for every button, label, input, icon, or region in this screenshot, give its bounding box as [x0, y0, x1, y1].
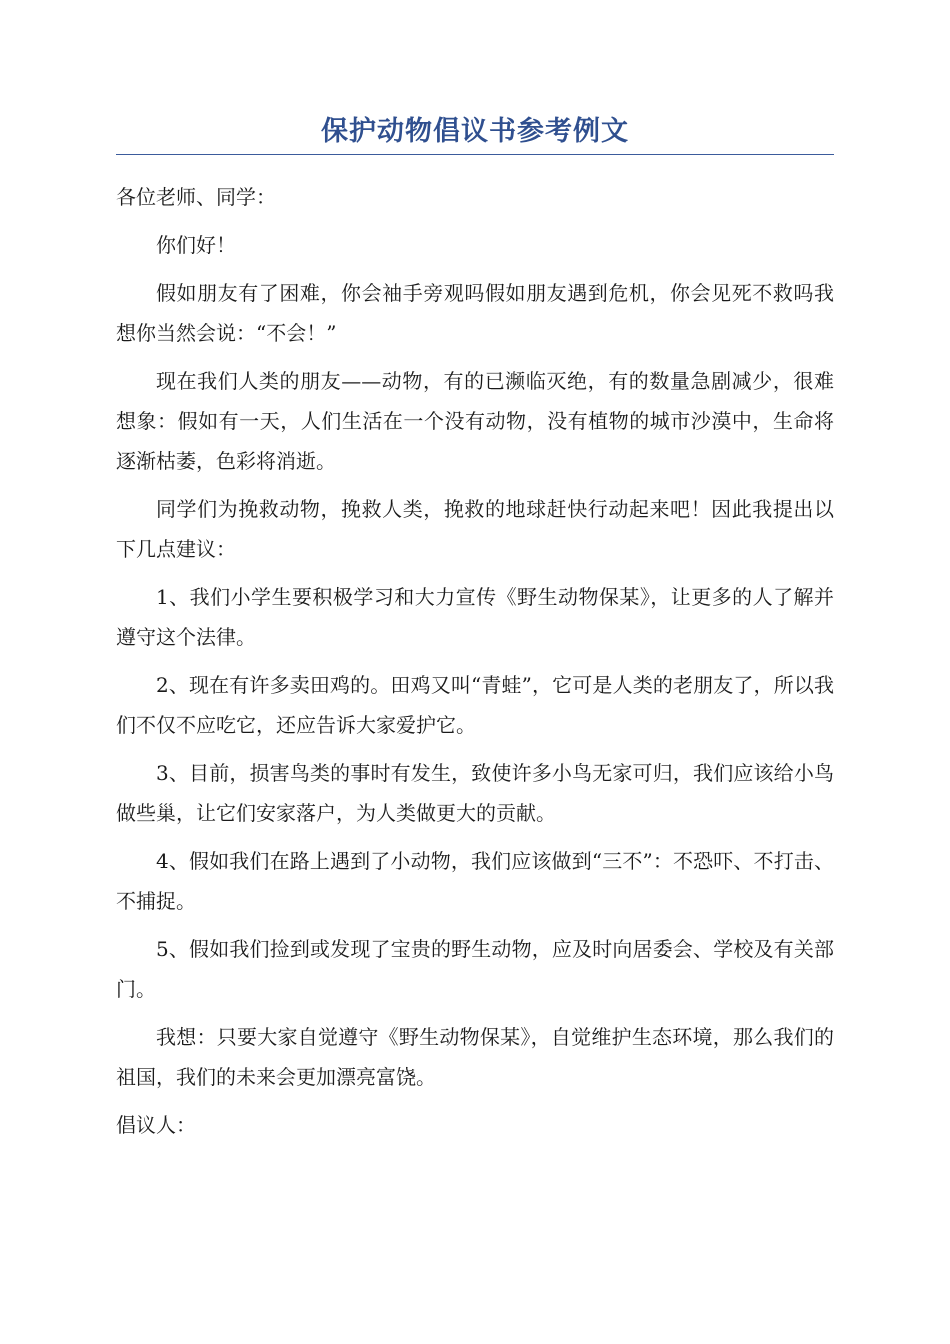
document-page	[116, 112, 834, 1145]
paragraph: 3、目前，损害鸟类的事时有发生，致使许多小鸟无家可归，我们应该给小鸟做些巢，让它们安家落户，为人类做更大的贡献。	[116, 761, 834, 825]
paragraph: 1、我们小学生要积极学习和大力宣传《野生动物保某》，让更多的人了解并遵守这个法律。	[116, 585, 834, 649]
paragraph: 现在我们人类的朋友——动物，有的已濒临灭绝，有的数量急剧减少，很难想象：假如有一天，人们生活在一个没有动物，没有植物的城市沙漠中，生命将逐渐枯萎，色彩将消逝。	[116, 369, 834, 473]
paragraph: 假如朋友有了困难，你会袖手旁观吗假如朋友遇到危机，你会见死不救吗我想你当然会说：“不会！”	[116, 281, 834, 345]
document-title: 保护动物倡议书参考例文	[321, 116, 629, 147]
signature-label: 倡议人：	[116, 1113, 196, 1137]
paragraph: 5、假如我们捡到或发现了宝贵的野生动物，应及时向居委会、学校及有关部门。	[116, 937, 834, 1001]
paragraph: 你们好！	[156, 233, 236, 257]
paragraph: 4、假如我们在路上遇到了小动物，我们应该做到“三不”：不恐吓、不打击、不捕捉。	[116, 849, 834, 913]
paragraph: 同学们为挽救动物，挽救人类，挽救的地球赶快行动起来吧！因此我提出以下几点建议：	[116, 497, 834, 561]
title-underline	[116, 154, 834, 155]
paragraph: 2、现在有许多卖田鸡的。田鸡又叫“青蛙”，它可是人类的老朋友了，所以我们不仅不应吃它，还应告诉大家爱护它。	[116, 673, 834, 737]
paragraph: 我想：只要大家自觉遵守《野生动物保某》，自觉维护生态环境，那么我们的祖国，我们的未来会更加漂亮富饶。	[116, 1025, 834, 1089]
salutation: 各位老师、同学：	[116, 185, 276, 209]
